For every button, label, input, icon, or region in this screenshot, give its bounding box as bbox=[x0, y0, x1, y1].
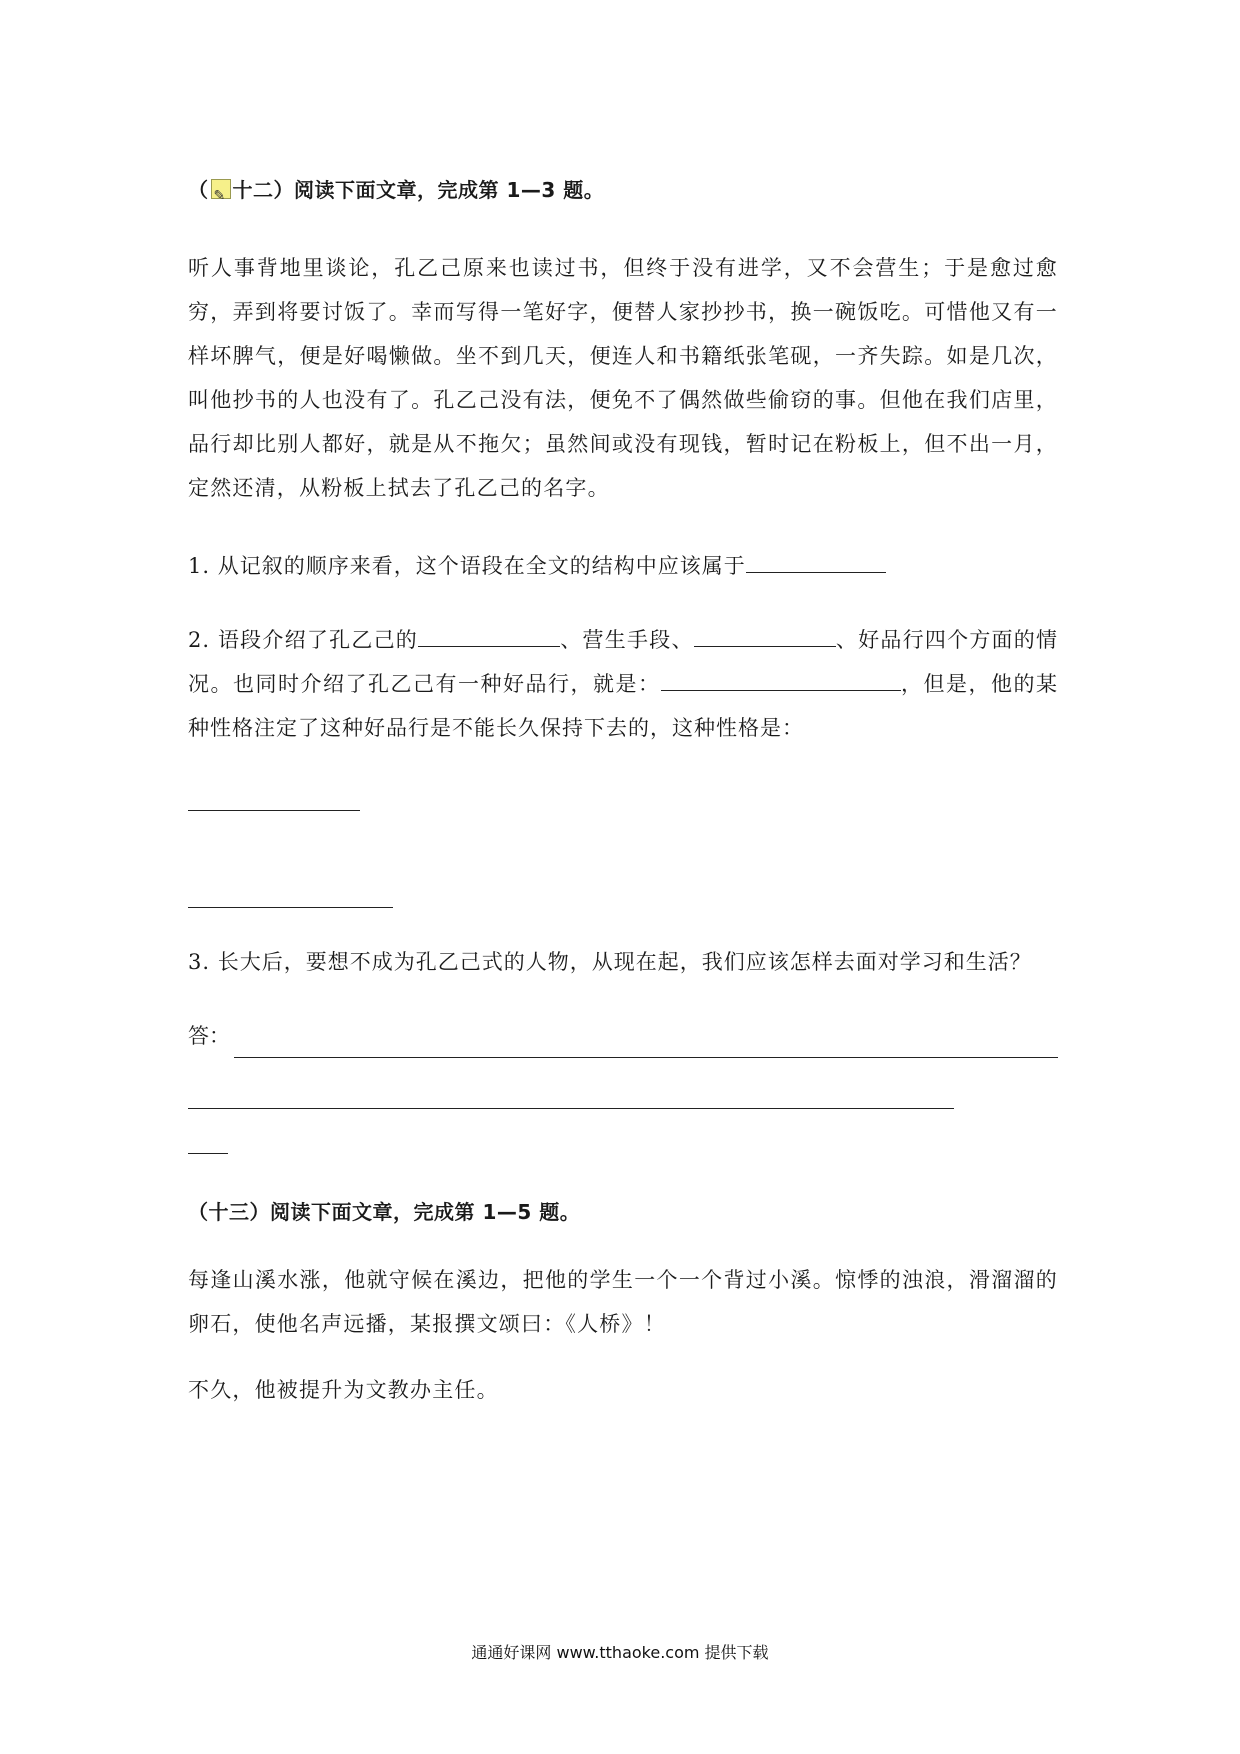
question-3-answer-line-1[interactable] bbox=[234, 1029, 1058, 1058]
question-3-answer-line-3[interactable] bbox=[188, 1151, 228, 1154]
question-2-answer-line-2[interactable] bbox=[188, 877, 393, 908]
question-2-blank-3[interactable] bbox=[661, 666, 901, 691]
footer-source: 通通好课网 www.tthaoke.com 提供下载 bbox=[471, 1643, 769, 1662]
question-1-text: 1. 从记叙的顺序来看，这个语段在全文的结构中应该属于 bbox=[188, 554, 746, 578]
passage-human-bridge-2: 不久，他被提升为文教办主任。 bbox=[188, 1378, 499, 1402]
heading-open-paren: （ bbox=[188, 178, 209, 202]
question-2-text-a: 2. 语段介绍了孔乙己的 bbox=[188, 628, 419, 652]
answer-label: 答： bbox=[188, 1024, 230, 1048]
question-2-answer-line-1[interactable] bbox=[188, 780, 360, 811]
question-2-blank-2[interactable] bbox=[694, 622, 836, 647]
heading-12-text: 十二）阅读下面文章，完成第 1—3 题。 bbox=[232, 178, 605, 202]
passage-kong-yiji: 听人事背地里谈论，孔乙己原来也读过书，但终于没有进学，又不会营生；于是愈过愈穷，弄到将要讨饭了。幸而写得一笔好字，便替人家抄抄书，换一碗饭吃。可惜他又有一样坏脾气，便是好喝懒做。坐不到几天，便连人和书籍纸张笔砚，一齐失踪。如是几次，叫他抄书的人也没有了。孔乙己没有法，便免不了偶然做些偷窃的事。但他在我们店里，品行却比别人都好，就是从不拖欠；虽然间或没有现钱，暂时记在粉板上，但不出一月，定然还清，从粉板上拭去了孔乙己的名字。 bbox=[188, 256, 1058, 500]
document-page bbox=[188, 170, 1058, 1428]
comment-icon[interactable]: ✎ bbox=[211, 179, 231, 199]
question-2 bbox=[188, 618, 1058, 750]
section-13-heading: （十三）阅读下面文章，完成第 1—5 题。 bbox=[188, 1200, 581, 1224]
section-12-heading bbox=[188, 170, 1058, 210]
passage-human-bridge-1: 每逢山溪水涨，他就守候在溪边，把他的学生一个一个背过小溪。惊悸的浊浪，滑溜溜的卵石，使他名声远播，某报撰文颂曰：《人桥》！ bbox=[188, 1268, 1058, 1336]
question-2-text-d: ，但是，他的某种性格注定了这种好品行是不能长久保持下去的，这种性格是： bbox=[188, 672, 1058, 740]
question-3-answer-row bbox=[188, 1014, 1058, 1058]
question-3-text: 3. 长大后，要想不成为孔乙己式的人物，从现在起，我们应该怎样去面对学习和生活？ bbox=[188, 950, 1032, 974]
question-2-blank-1[interactable] bbox=[418, 622, 560, 647]
question-2-text-c: 、好品行四个方面的情况。也同时介绍了孔乙己有一种好品行，就是： bbox=[188, 628, 1059, 696]
question-3-answer-line-2[interactable] bbox=[188, 1106, 954, 1109]
question-3 bbox=[188, 940, 1058, 984]
question-1-blank[interactable] bbox=[746, 548, 886, 573]
question-1 bbox=[188, 544, 1058, 588]
question-2-text-b: 、营生手段、 bbox=[560, 628, 694, 652]
